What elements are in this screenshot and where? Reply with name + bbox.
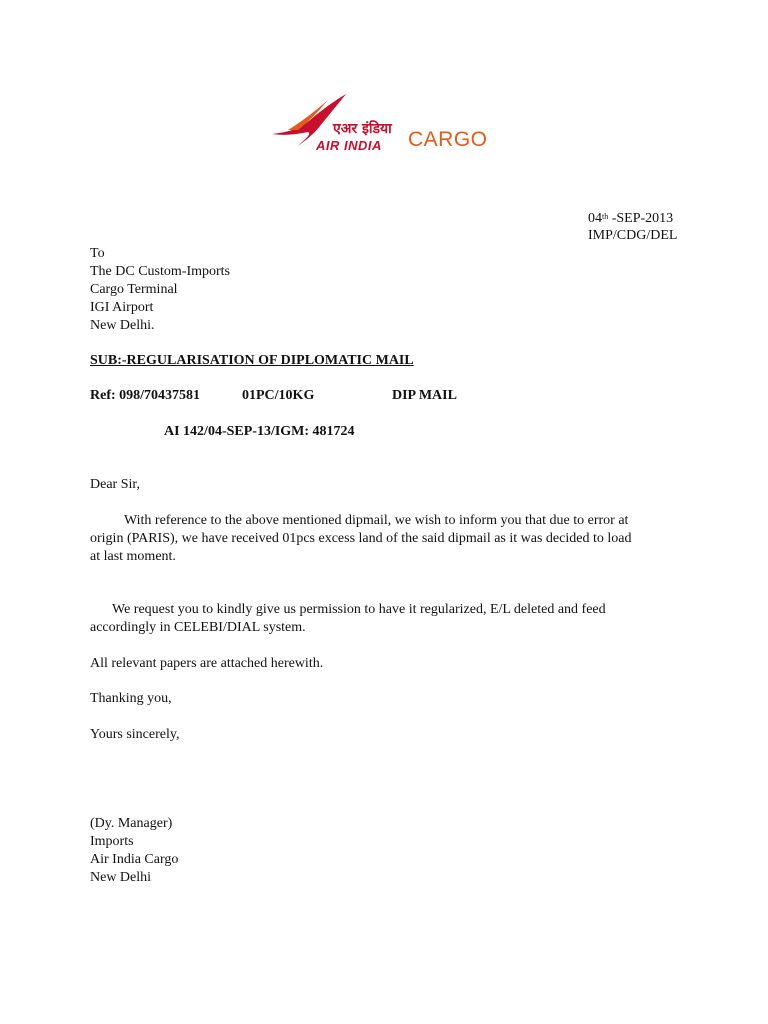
logo-hindi-text: एअर इंडिया [333, 121, 392, 137]
letter-subject: SUB:-REGULARISATION OF DIPLOMATIC MAIL [90, 353, 414, 368]
reference-code: IMP/CDG/DEL [588, 228, 678, 243]
closing-sign-off: Yours sincerely, [90, 727, 180, 742]
body-line: accordingly in CELEBI/DIAL system. [90, 620, 306, 635]
logo-brand-text: AIR INDIA [316, 138, 382, 153]
signer-title: (Dy. Manager) [90, 816, 173, 831]
ref-number: Ref: 098/70437581 [90, 388, 201, 403]
body-line: origin (PARIS), we have received 01pcs excess land of the said dipmail as it was decided to load [90, 531, 632, 546]
body-line: We request you to kindly give us permission to have it regularized, E/L deleted and feed [112, 602, 606, 617]
logo-cargo-text: CARGO [408, 128, 488, 151]
ref-type: DIP MAIL [392, 388, 457, 403]
signer-city: New Delhi [90, 870, 152, 885]
addressee-line: IGI Airport [90, 300, 154, 315]
salutation: Dear Sir, [90, 477, 140, 492]
signer-department: Imports [90, 834, 134, 849]
addressee-line: Cargo Terminal [90, 282, 178, 297]
signer-organization: Air India Cargo [90, 852, 179, 867]
addressee-line: The DC Custom-Imports [90, 264, 230, 279]
letter-date: 04th -SEP-2013 [588, 211, 674, 226]
addressee-line: New Delhi. [90, 318, 155, 333]
body-paragraph-3: All relevant papers are attached herewith. [90, 656, 324, 671]
ref-flight: AI 142/04-SEP-13/IGM: 481724 [164, 424, 355, 439]
body-line: With reference to the above mentioned dipmail, we wish to inform you that due to error at [124, 513, 629, 528]
closing-thanks: Thanking you, [90, 691, 172, 706]
air-india-cargo-logo [268, 90, 508, 170]
addressee-to: To [90, 246, 105, 261]
body-line: at last moment. [90, 549, 176, 564]
ref-pieces: 01PC/10KG [242, 388, 315, 403]
